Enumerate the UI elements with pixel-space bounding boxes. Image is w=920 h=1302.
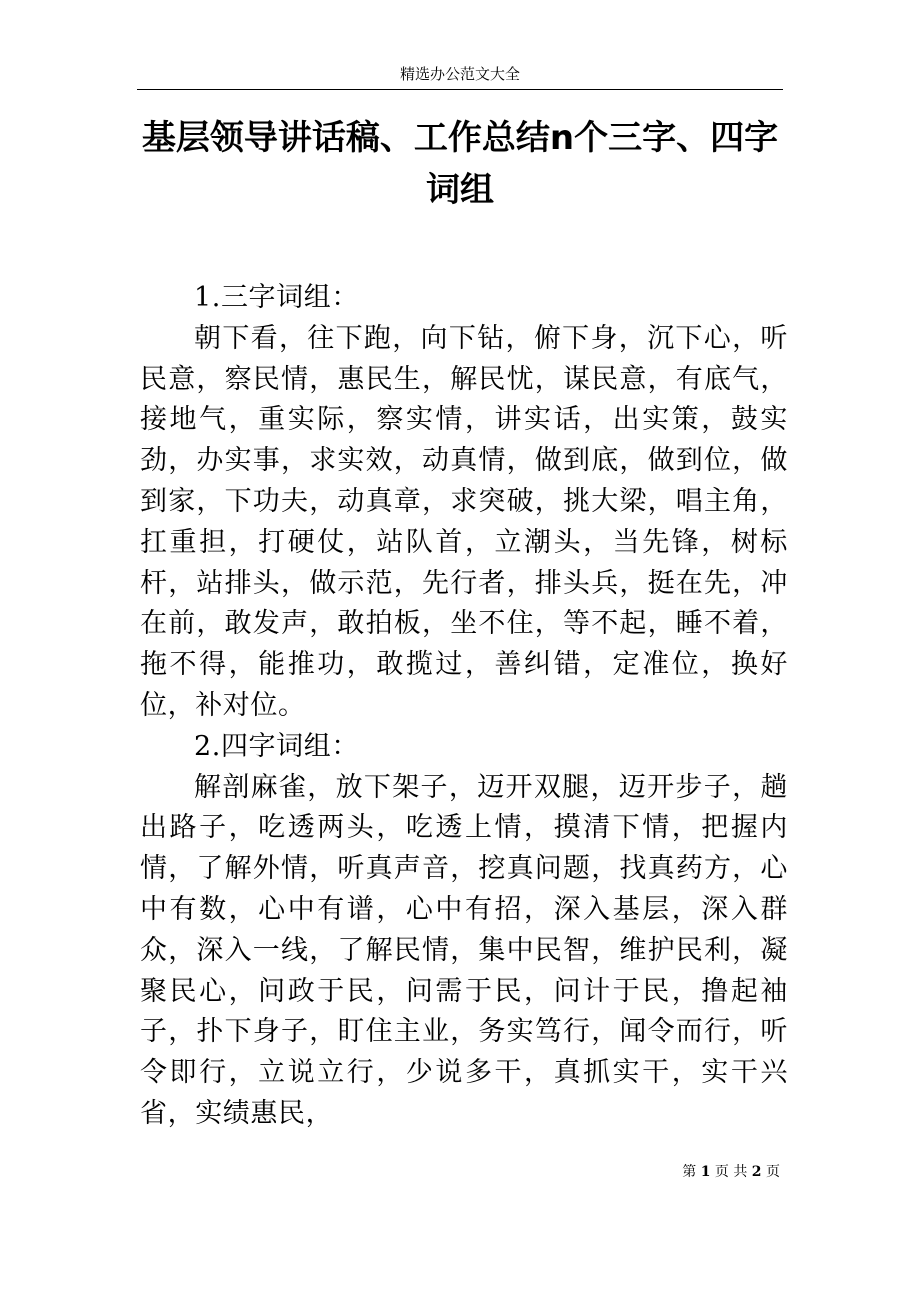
page-header <box>137 63 783 90</box>
footer-middle: 页 共 <box>714 1164 748 1180</box>
header-text: 精选办公范文大全 <box>399 65 520 83</box>
current-page-number: 1 <box>700 1164 711 1180</box>
footer-prefix: 第 <box>682 1164 697 1180</box>
footer-suffix: 页 <box>766 1164 780 1180</box>
total-page-number: 2 <box>751 1164 762 1180</box>
section-heading-four-char: 2.四字词组： <box>194 730 359 762</box>
page-footer <box>682 1163 780 1181</box>
four-char-phrases-paragraph: 解剖麻雀，放下架子，迈开双腿，迈开步子，趟出路子，吃透两头，吃透上情，摸清下情，把握内情，了解外情，听真声音，挖真问题，找真药方，心中有数，心中有谱，心中有招，深入基层，深入群众，深入一线，了解民情，集中民智，维护民利，凝聚民心，问政于民，问需于民，问计于民，撸起袖子，扑下身子，盯住主业，务实笃行，闻令而行，听令即行，立说立行，少说多干，真抓实干，实干兴省，实绩惠民， <box>140 771 788 1129</box>
document-title: 基层领导讲话稿、工作总结n个三字、四字词组 <box>141 118 779 210</box>
document-body <box>140 278 788 1135</box>
three-char-phrases-paragraph: 朝下看，往下跑，向下钻，俯下身，沉下心，听民意，察民情，惠民生，解民忧，谋民意，有底气，接地气，重实际，察实情，讲实话，出实策，鼓实劲，办实事，求实效，动真情，做到底，做到位，做到家，下功夫，动真章，求突破，挑大梁，唱主角，扛重担，打硬仗，站队首，立潮头，当先锋，树标杆，站排头，做示范，先行者，排头兵，挺在先，冲在前，敢发声，敢拍板，坐不住，等不起，睡不着，拖不得，能推功，敢揽过，善纠错，定准位，换好位，补对位。 <box>140 322 788 721</box>
section-heading-three-char: 1.三字词组： <box>194 282 359 313</box>
